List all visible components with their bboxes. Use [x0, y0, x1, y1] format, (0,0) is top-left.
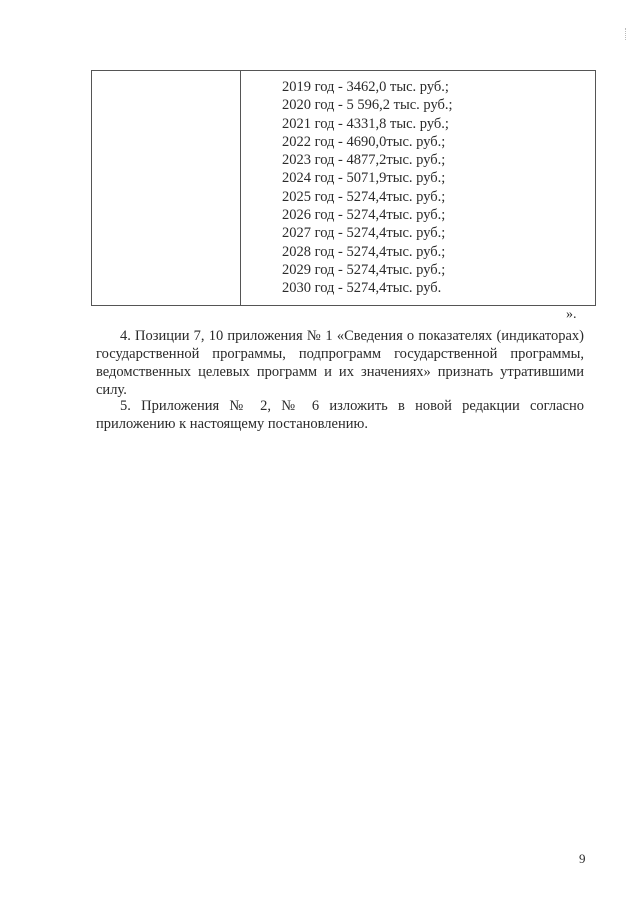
funding-row: 2026 год - 5274,4тыс. руб.; [282, 207, 446, 224]
funding-year-list [282, 78, 453, 298]
funding-row: 2030 год - 5274,4тыс. руб. [282, 280, 442, 297]
funding-row: 2019 год - 3462,0 тыс. руб.; [282, 79, 449, 95]
funding-row: 2029 год - 5274,4тыс. руб.; [282, 261, 446, 278]
funding-row: 2027 год - 5274,4тыс. руб.; [282, 225, 446, 242]
paragraph-5-text: 5. Приложения № 2, № 6 изложить в новой редакции согласно приложению к настоящему постановлению. [96, 398, 584, 432]
scan-edge-mark [625, 28, 627, 40]
funding-row: 2020 год - 5 596,2 тыс. руб.; [282, 97, 453, 114]
table-column-divider [240, 71, 241, 305]
closing-quote: ». [566, 307, 577, 322]
funding-row: 2022 год - 4690,0тыс. руб.; [282, 133, 446, 150]
paragraph-5 [96, 397, 584, 433]
page-number: 9 [579, 851, 586, 866]
funding-row: 2025 год - 5274,4тыс. руб.; [282, 188, 446, 205]
funding-row: 2028 год - 5274,4тыс. руб.; [282, 243, 446, 260]
funding-table [91, 70, 596, 306]
funding-row: 2021 год - 4331,8 тыс. руб.; [282, 115, 449, 132]
funding-row: 2023 год - 4877,2тыс. руб.; [282, 152, 446, 169]
paragraph-4 [96, 327, 584, 399]
funding-row: 2024 год - 5071,9тыс. руб.; [282, 170, 446, 187]
paragraph-4-text: 4. Позиции 7, 10 приложения № 1 «Сведения о показателях (индикаторах) государственной программы, подпрограмм государственной программы, ведомственных целевых программ и их значениях» признать утратившими силу. [96, 328, 584, 398]
